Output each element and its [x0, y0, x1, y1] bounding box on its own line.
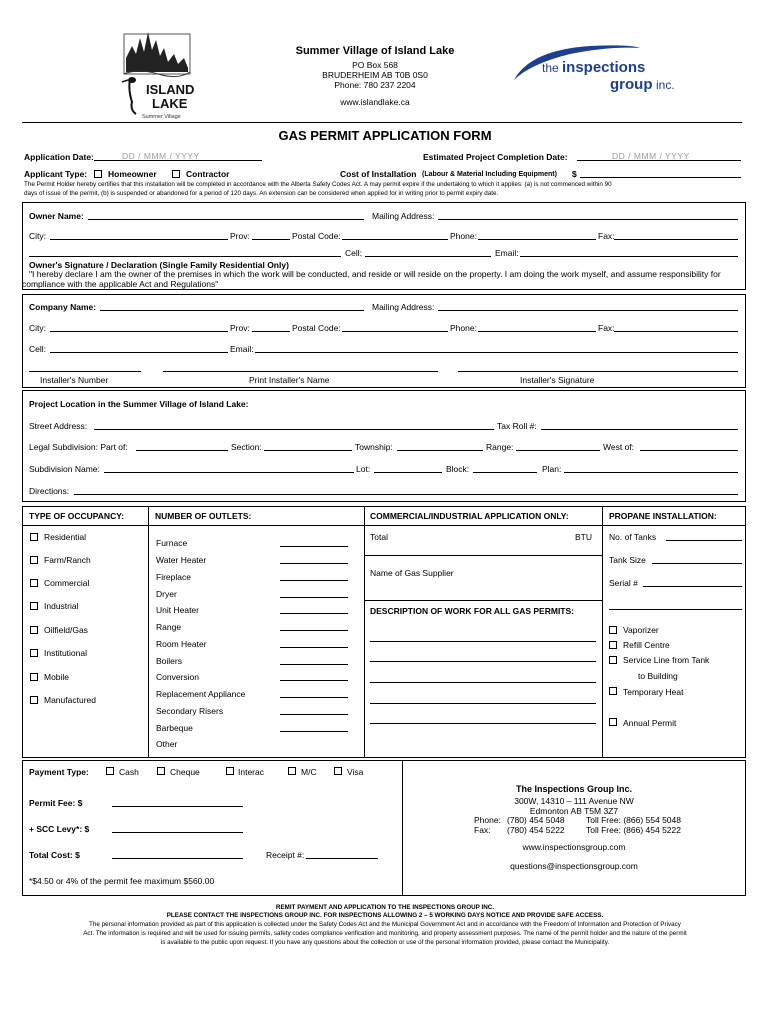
owner-fax-label: Fax:	[598, 231, 615, 241]
range-field[interactable]	[516, 450, 600, 451]
owner-postal-label: Postal Code:	[292, 231, 341, 241]
outlet-count-field[interactable]	[280, 630, 348, 631]
application-date-label: Application Date:	[24, 152, 94, 162]
interac-checkbox[interactable]	[226, 767, 234, 775]
commercial-title: COMMERCIAL/INDUSTRIAL APPLICATION ONLY:	[370, 511, 569, 521]
cheque-checkbox[interactable]	[157, 767, 165, 775]
btu-label: BTU	[575, 532, 592, 542]
service-line-label: Service Line from Tank	[623, 655, 710, 665]
details-divider-1	[148, 506, 149, 758]
footer-privacy-1: The personal information provided as part of this application is collected under the Safety Codes Act and the Municipal Government Act and in accordance with the Freedom of Information and Protection of Privacy	[89, 921, 681, 928]
footer-contact: PLEASE CONTACT THE INSPECTIONS GROUP INC. FOR INSPECTIONS ALLOWING 2 – 5 WORKING DAYS NOTICE AND PROVIDE SAFE ACCESS.	[166, 912, 604, 919]
payment-divider	[402, 760, 403, 896]
outlet-label: Boilers	[156, 656, 182, 666]
form-title: GAS PERMIT APPLICATION FORM	[278, 128, 492, 143]
cash-checkbox[interactable]	[106, 767, 114, 775]
occupancy-checkbox-institutional[interactable]	[30, 649, 38, 657]
description-line-3[interactable]	[370, 682, 596, 683]
owner-extra-field[interactable]	[29, 256, 341, 257]
outlet-count-field[interactable]	[280, 664, 348, 665]
legal-part-of-field[interactable]	[136, 450, 228, 451]
owner-mailing-field[interactable]	[438, 219, 738, 220]
description-line-1[interactable]	[370, 641, 596, 642]
description-line-4[interactable]	[370, 703, 596, 704]
contractor-checkbox[interactable]	[172, 170, 180, 178]
serial-label: Serial #	[609, 578, 638, 588]
company-email-label: Email:	[230, 344, 254, 354]
company-postal-field[interactable]	[342, 331, 448, 332]
total-label: Total	[370, 532, 388, 542]
village-address: BRUDERHEIM AB T0B 0S0	[322, 70, 428, 80]
homeowner-checkbox[interactable]	[94, 170, 102, 178]
west-of-field[interactable]	[640, 450, 738, 451]
plan-field[interactable]	[564, 472, 738, 473]
visa-label: Visa	[347, 767, 364, 777]
island-lake-logo	[118, 28, 196, 120]
west-of-label: West of:	[603, 442, 635, 452]
outlet-count-field[interactable]	[280, 697, 348, 698]
township-label: Township:	[355, 442, 393, 452]
directions-label: Directions:	[29, 486, 70, 496]
interac-label: Interac	[238, 767, 264, 777]
total-cost-label: Total Cost: $	[29, 850, 80, 860]
serial-extra-field[interactable]	[609, 609, 742, 610]
outlet-count-field[interactable]	[280, 647, 348, 648]
inspections-tollfree-phone: Toll Free: (866) 554 5048	[586, 815, 681, 825]
refill-centre-label: Refill Centre	[623, 640, 670, 650]
company-fax-label: Fax:	[598, 323, 615, 333]
company-mailing-label: Mailing Address:	[372, 302, 435, 312]
lot-label: Lot:	[356, 464, 371, 474]
company-name-label: Company Name:	[29, 302, 97, 312]
company-phone-label: Phone:	[450, 323, 477, 333]
description-title: DESCRIPTION OF WORK FOR ALL GAS PERMITS:	[370, 606, 574, 616]
scc-levy-label: + SCC Levy*: $	[29, 824, 90, 834]
owner-name-field[interactable]	[88, 219, 364, 220]
permit-notice-line-1: The Permit Holder hereby certifies that this installation will be completed in accordance with the Alberta Safety Codes Act. A may permit expire if the undertaking to which it applies: (a) is not commenced within 90	[24, 181, 612, 188]
lot-field[interactable]	[374, 472, 442, 473]
vaporizer-checkbox[interactable]	[609, 626, 617, 634]
outlet-label: Dryer	[156, 589, 177, 599]
inspections-address-1: 300W, 14310 – 111 Avenue NW	[514, 796, 634, 806]
header-divider	[22, 122, 742, 123]
outlet-count-field[interactable]	[280, 563, 348, 564]
company-email-field[interactable]	[255, 352, 738, 353]
company-phone-field[interactable]	[478, 331, 596, 332]
occupancy-label: Commercial	[44, 578, 90, 588]
scc-levy-field[interactable]	[112, 832, 243, 833]
annual-permit-label: Annual Permit	[623, 718, 677, 728]
block-label: Block:	[446, 464, 470, 474]
outlet-label: Range	[156, 622, 182, 632]
outlet-count-field[interactable]	[280, 680, 348, 681]
logo-inspections: inspections	[562, 59, 646, 76]
owner-postal-field[interactable]	[342, 239, 448, 240]
directions-field[interactable]	[74, 494, 738, 495]
mc-checkbox[interactable]	[288, 767, 296, 775]
outlet-label: Water Heater	[156, 555, 207, 565]
completion-date-placeholder: DD / MMM / YYYY	[612, 151, 690, 161]
owner-prov-label: Prov:	[230, 231, 250, 241]
plan-label: Plan:	[542, 464, 562, 474]
owner-prov-field[interactable]	[252, 239, 290, 240]
permit-notice-line-2: days of issue of the permit, (b) is suspended or abandoned for a period of 120 days. An extension can be considered when applied for in writing prior to permit expiry date.	[24, 190, 499, 197]
owner-phone-label: Phone:	[450, 231, 477, 241]
print-installer-label: Print Installer's Name	[249, 375, 330, 385]
homeowner-label: Homeowner	[108, 169, 157, 179]
details-header-divider	[22, 525, 746, 526]
inspections-group-name: The Inspections Group Inc.	[515, 784, 632, 794]
subdivision-name-label: Subdivision Name:	[29, 464, 100, 474]
inspections-fax: (780) 454 5222	[507, 825, 565, 835]
outlet-count-field[interactable]	[280, 714, 348, 715]
receipt-label: Receipt #:	[266, 850, 305, 860]
declaration-title: Owner's Signature / Declaration (Single Family Residential Only)	[29, 260, 289, 270]
occupancy-checkbox-industrial[interactable]	[30, 602, 38, 610]
temporary-heat-checkbox[interactable]	[609, 687, 617, 695]
owner-cell-field[interactable]	[365, 256, 491, 257]
logo-the: the	[542, 61, 559, 75]
outlet-label: Room Heater	[156, 639, 207, 649]
tanks-label: No. of Tanks	[609, 532, 657, 542]
tank-size-field[interactable]	[652, 563, 742, 564]
installer-signature-field[interactable]	[458, 371, 738, 372]
cost-dollar: $	[572, 169, 577, 179]
cost-note: (Labour & Material Including Equipment)	[422, 171, 557, 178]
owner-cell-label: Cell:	[345, 248, 363, 258]
company-mailing-field[interactable]	[438, 310, 738, 311]
company-name-field[interactable]	[100, 310, 364, 311]
outlet-count-field[interactable]	[280, 546, 348, 547]
po-box: PO Box 568	[352, 60, 398, 70]
township-field[interactable]	[397, 450, 483, 451]
annual-permit-checkbox[interactable]	[609, 718, 617, 726]
installer-name-field[interactable]	[163, 371, 438, 372]
range-label: Range:	[486, 442, 514, 452]
payment-type-label: Payment Type:	[29, 767, 89, 777]
section-field[interactable]	[264, 450, 352, 451]
cash-label: Cash	[119, 767, 139, 777]
tax-roll-label: Tax Roll #:	[497, 421, 537, 431]
cost-label: Cost of Installation	[340, 169, 417, 179]
owner-name-label: Owner Name:	[29, 211, 84, 221]
occupancy-label: Residential	[44, 532, 87, 542]
permit-fee-label: Permit Fee: $	[29, 798, 83, 808]
description-line-2[interactable]	[370, 661, 596, 662]
owner-city-field[interactable]	[50, 239, 228, 240]
logo-inc: inc.	[656, 78, 675, 92]
completion-date-label: Estimated Project Completion Date:	[423, 152, 568, 162]
company-city-field[interactable]	[50, 331, 228, 332]
visa-checkbox[interactable]	[334, 767, 342, 775]
owner-email-field[interactable]	[520, 256, 738, 257]
description-line-5[interactable]	[370, 723, 596, 724]
village-name: Summer Village of Island Lake	[295, 45, 455, 57]
inspections-phone: (780) 454 5048	[507, 815, 565, 825]
outlet-label: Furnace	[156, 538, 188, 548]
logo-text-island: ISLAND	[146, 82, 195, 97]
occupancy-label: Oilfield/Gas	[44, 625, 88, 635]
tanks-field[interactable]	[666, 540, 742, 541]
outlet-count-field[interactable]	[280, 731, 348, 732]
company-cell-field[interactable]	[50, 352, 228, 353]
installer-signature-label: Installer's Signature	[520, 375, 595, 385]
block-field[interactable]	[473, 472, 537, 473]
company-city-label: City:	[29, 323, 46, 333]
island-lake-logo-graphic	[118, 28, 196, 120]
occupancy-checkbox-residential[interactable]	[30, 533, 38, 541]
owner-phone-field[interactable]	[478, 239, 596, 240]
service-line-label-2: to Building	[638, 671, 678, 681]
application-date-placeholder: DD / MMM / YYYY	[122, 151, 200, 161]
inspections-phone-label: Phone:	[474, 815, 501, 825]
owner-email-label: Email:	[495, 248, 519, 258]
total-btu-divider	[364, 555, 602, 556]
details-divider-3	[602, 506, 603, 758]
occupancy-checkbox-farm-ranch[interactable]	[30, 556, 38, 564]
mc-label: M/C	[301, 767, 317, 777]
service-line-checkbox[interactable]	[609, 656, 617, 664]
inspections-address-2: Edmonton AB T5M 3Z7	[529, 806, 619, 816]
occupancy-checkbox-manufactured[interactable]	[30, 696, 38, 704]
applicant-type-label: Applicant Type:	[24, 169, 88, 179]
village-phone: Phone: 780 237 2204	[334, 80, 416, 90]
occupancy-checkbox-commercial[interactable]	[30, 579, 38, 587]
outlet-label: Other	[156, 739, 178, 749]
logo-text-summer-village: Summer Village	[142, 114, 181, 120]
logo-group: group	[610, 76, 653, 93]
company-prov-label: Prov:	[230, 323, 250, 333]
company-postal-label: Postal Code:	[292, 323, 341, 333]
occupancy-checkbox-mobile[interactable]	[30, 673, 38, 681]
owner-city-label: City:	[29, 231, 46, 241]
section-label: Section:	[231, 442, 262, 452]
levy-note: *$4.50 or 4% of the permit fee maximum $560.00	[29, 876, 215, 886]
occupancy-label: Industrial	[44, 601, 79, 611]
outlet-count-field[interactable]	[280, 597, 348, 598]
occupancy-label: Institutional	[44, 648, 87, 658]
occupancy-label: Farm/Ranch	[44, 555, 91, 565]
gas-supplier-label: Name of Gas Supplier	[370, 568, 454, 578]
company-fax-field[interactable]	[614, 331, 738, 332]
tax-roll-field[interactable]	[541, 429, 738, 430]
outlet-label: Replacement Appliance	[156, 689, 246, 699]
footer-privacy-2: Act. The information is required and will be used for issuing permits, safety codes compliance verification and monitoring, and property assessment purposes. The name of the permit holder and the nature of the permit	[83, 930, 687, 937]
outlet-label: Fireplace	[156, 572, 191, 582]
legal-subdivision-label: Legal Subdivision: Part of:	[29, 442, 128, 452]
street-address-field[interactable]	[94, 429, 494, 430]
logo-text-lake: LAKE	[152, 96, 188, 111]
outlet-label: Secondary Risers	[156, 706, 224, 716]
tank-size-label: Tank Size	[609, 555, 646, 565]
inspections-group-logo	[510, 40, 675, 102]
outlet-label: Unit Heater	[156, 605, 199, 615]
footer-remit: REMIT PAYMENT AND APPLICATION TO THE INSPECTIONS GROUP INC.	[275, 904, 495, 911]
occupancy-label: Manufactured	[44, 695, 96, 705]
details-divider-2	[364, 506, 365, 758]
village-website[interactable]: www.islandlake.ca	[340, 97, 410, 107]
propane-title: PROPANE INSTALLATION:	[609, 511, 717, 521]
total-cost-field[interactable]	[112, 858, 243, 859]
location-title: Project Location in the Summer Village of Island Lake:	[29, 399, 249, 409]
cheque-label: Cheque	[170, 767, 200, 777]
owner-mailing-label: Mailing Address:	[372, 211, 435, 221]
refill-centre-checkbox[interactable]	[609, 641, 617, 649]
outlets-title: NUMBER OF OUTLETS:	[155, 511, 252, 521]
company-cell-label: Cell:	[29, 344, 47, 354]
owner-fax-field[interactable]	[614, 239, 738, 240]
occupancy-checkbox-oilfield-gas[interactable]	[30, 626, 38, 634]
inspections-website[interactable]: www.inspectionsgroup.com	[522, 842, 626, 852]
occupancy-title: TYPE OF OCCUPANCY:	[29, 511, 125, 521]
temporary-heat-label: Temporary Heat	[623, 687, 684, 697]
installer-number-label: Installer's Number	[40, 375, 109, 385]
footer-privacy-3: is available to the public upon request. If you have any questions about the collection or use of the personal information provided, please contact the Municipality.	[160, 939, 610, 946]
supplier-divider	[364, 600, 602, 601]
occupancy-label: Mobile	[44, 672, 70, 682]
inspections-tollfree-fax: Toll Free: (866) 454 5222	[586, 825, 681, 835]
outlet-count-field[interactable]	[280, 613, 348, 614]
subdivision-name-field[interactable]	[104, 472, 354, 473]
inspections-email[interactable]: questions@inspectionsgroup.com	[510, 861, 638, 871]
contractor-label: Contractor	[186, 169, 230, 179]
cost-field[interactable]	[580, 177, 741, 178]
inspections-fax-label: Fax:	[474, 825, 491, 835]
outlet-label: Conversion	[156, 672, 199, 682]
vaporizer-label: Vaporizer	[623, 625, 659, 635]
declaration-line-1: "I hereby declare I am the owner of the premises in which the work will be conducted, and reside or will reside on the property. I am doing the work myself, and assume responsibility for	[29, 269, 721, 279]
outlet-label: Barbeque	[156, 723, 193, 733]
outlet-count-field[interactable]	[280, 580, 348, 581]
installer-number-field[interactable]	[29, 371, 141, 372]
serial-field[interactable]	[643, 586, 742, 587]
permit-fee-field[interactable]	[112, 806, 243, 807]
street-address-label: Street Address:	[29, 421, 88, 431]
company-prov-field[interactable]	[252, 331, 290, 332]
declaration-line-2: compliance with the applicable Act and Regulations"	[22, 279, 219, 289]
receipt-field[interactable]	[306, 858, 378, 859]
